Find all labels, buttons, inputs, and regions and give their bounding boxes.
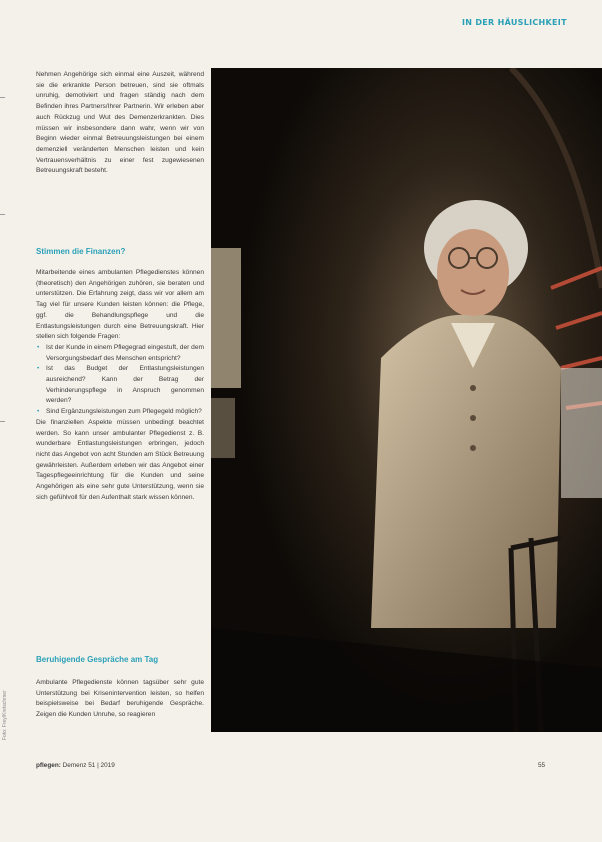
- section-rubric: IN DER HÄUSLICHKEIT: [462, 18, 567, 27]
- magazine-name: pflegen:: [36, 762, 61, 769]
- page-number: 55: [538, 762, 546, 769]
- photo-credit: Foto: Frey/Kretschmer: [2, 690, 8, 740]
- intro-paragraph: Nehmen Angehörige sich einmal eine Auszeit, während sie die erkrankte Person betreuen, sind sie oftmals unruhig, demotiviert und fragen ständig nach dem Befinden ihres Partners/Ihrer Partnerin. Wir erleben aber auch Rückzug und Wut des Demenzerkrankten. Dies müssen wir insbesondere dann wahr, wenn wir von Beginn wieder einmal Betreuungsleistungen bei einem demenziell veränderten Menschen leisten und kein Vertrauensverhältnis zu einer fest zugewiesenen Betreuungskraft besteht.: [36, 71, 204, 175]
- conversations-paragraph: Ambulante Pflegedienste können tagsüber sehr gute Unterstützung bei Krisenintervention leisten, so helfen beispielsweise bei Bedarf beruhigende Gespräche. Zeigen die Kunden Unruhe, so reagieren: [36, 679, 204, 719]
- finances-section: [36, 268, 204, 503]
- finances-closing-paragraph: Die finanziellen Aspekte müssen unbedingt beachtet werden. So kann unser ambulanter Pflegedienst z. B. wunderbare Entlastungsleistungen erbringen, jedoch nicht das Angebot von acht Stunden am Stück Betreuung gewährleisten. Außerdem erleben wir das Angebot einer Tagespflegeeinrichtung für die Kunden und seine Angehörigen als eine sehr gute Unterstützung, wenn sie sich gefühlvoll für den Aufenthalt stark wissen können.: [36, 418, 204, 501]
- magazine-footer: [36, 762, 115, 769]
- heading-finances: Stimmen die Finanzen?: [36, 247, 126, 256]
- list-item: • Ist das Budget der Entlastungsleistungen ausreichend? Kann der Betrag der Verhinderungspflege in Anspruch genommen werden?: [46, 364, 204, 407]
- portrait-photo-illustration: [211, 68, 602, 732]
- list-item: • Ist der Kunde in einem Pflegegrad eingestuft, der dem Versorgungsbedarf des Menschen entspricht?: [46, 343, 204, 364]
- finances-paragraph: Mitarbeitende eines ambulanten Pflegedienstes können (theoretisch) den Angehörigen zuhören, sie beraten und unterstützen. Die Erfahrung zeigt, dass wir vor allem am Tag viel für unsere Kunden leisten können: die Pflege, ggf. die Behandlungspflege und die Entlastungsleistungen durch eine Betreuungskraft. Hier stellen sich folgende Fragen:: [36, 269, 204, 341]
- heading-conversations: Beruhigende Gespräche am Tag: [36, 655, 159, 664]
- page-edge-mark: [0, 97, 5, 98]
- question-list: [36, 343, 204, 418]
- portrait-photo: [211, 68, 602, 732]
- intro-column: [36, 70, 204, 177]
- list-item: • Sind Ergänzungsleistungen zum Pflegegeld möglich?: [46, 407, 204, 418]
- page-edge-mark: [0, 214, 5, 215]
- conversations-section: [36, 678, 204, 721]
- page-edge-mark: [0, 421, 5, 422]
- magazine-issue: Demenz 51 | 2019: [62, 762, 115, 769]
